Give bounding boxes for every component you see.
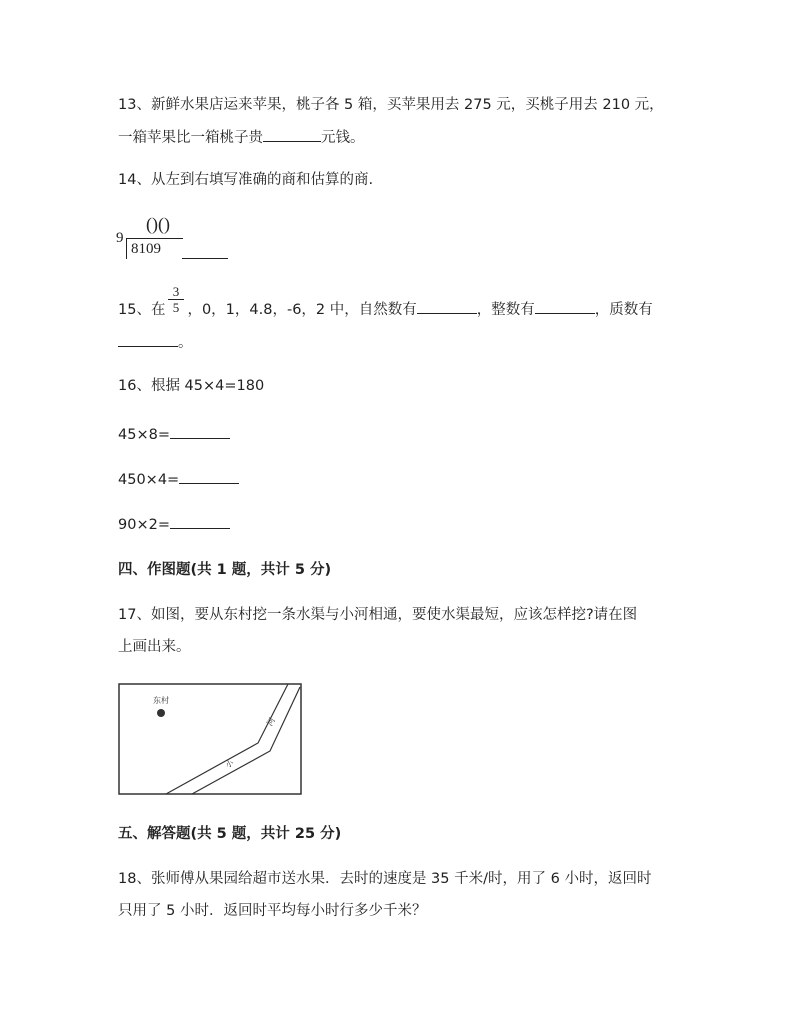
q15-line1 xyxy=(118,299,653,320)
q17-line1: 17、如图，要从东村挖一条水渠与小河相通，要使水渠最短，应该怎样挖?请在图 xyxy=(118,607,638,623)
fraction-denominator: 5 xyxy=(172,300,180,315)
q16-eq2 xyxy=(118,469,239,490)
map-border xyxy=(119,684,301,794)
q15-mid: ，0，1，4.8，-6，2 中，自然数有 xyxy=(187,302,417,318)
q17-line2: 上画出来。 xyxy=(118,639,191,655)
q13-line1: 13、新鲜水果店运来苹果，桃子各 5 箱，买苹果用去 275 元，买桃子用去 210 元， xyxy=(118,97,664,113)
q16-eq3 xyxy=(118,514,230,535)
q16-eq2-blank[interactable] xyxy=(179,469,239,484)
division-divisor: 9 xyxy=(116,230,124,246)
river-label-xiao: 小 xyxy=(224,758,236,770)
long-division-figure xyxy=(116,214,256,264)
q16-eq3-label: 90×2= xyxy=(118,517,170,533)
q15-pre: 15、在 xyxy=(118,302,166,318)
q15-mid3: ，质数有 xyxy=(594,302,653,318)
q13-line2-pre: 一箱苹果比一箱桃子贵 xyxy=(118,130,263,146)
q15-mid2: ，整数有 xyxy=(476,302,535,318)
q18-line2: 只用了 5 小时．返回时平均每小时行多少千米？ xyxy=(118,903,427,919)
section5-heading: 五、解答题(共 5 题，共计 25 分) xyxy=(118,826,342,842)
q16-text: 16、根据 45×4=180 xyxy=(118,378,265,394)
q16-eq1-blank[interactable] xyxy=(170,424,230,439)
division-quotient: ()() xyxy=(146,214,170,234)
q13-line2 xyxy=(118,127,365,148)
fraction-numerator: 3 xyxy=(172,284,180,299)
q13-answer-blank[interactable] xyxy=(263,127,321,142)
river-label-he: 河 xyxy=(265,716,277,728)
river-bank-right xyxy=(192,687,300,794)
q16-eq1-label: 45×8= xyxy=(118,427,170,443)
q16-eq2-label: 450×4= xyxy=(118,472,180,488)
q15-natural-blank[interactable] xyxy=(417,299,477,314)
q16-eq1 xyxy=(118,424,230,445)
q15-prime-blank[interactable] xyxy=(118,332,178,347)
village-label: 东村 xyxy=(153,696,169,705)
q15-end: 。 xyxy=(178,335,193,351)
q15-line2 xyxy=(118,332,193,353)
division-dividend: 8109 xyxy=(131,241,161,257)
q15-integer-blank[interactable] xyxy=(535,299,595,314)
q16-eq3-blank[interactable] xyxy=(170,514,230,529)
village-dot xyxy=(157,709,165,717)
q14-answer-blank[interactable] xyxy=(182,244,228,259)
river-bank-left xyxy=(166,684,288,794)
river-map-figure xyxy=(118,683,302,795)
q13-line2-post: 元钱。 xyxy=(321,130,365,146)
section4-heading: 四、作图题(共 1 题，共计 5 分) xyxy=(118,562,332,578)
q14-text: 14、从左到右填写准确的商和估算的商. xyxy=(118,172,374,188)
q18-line1: 18、张师傅从果园给超市送水果．去时的速度是 35 千米/时，用了 6 小时，返回时 xyxy=(118,871,652,887)
